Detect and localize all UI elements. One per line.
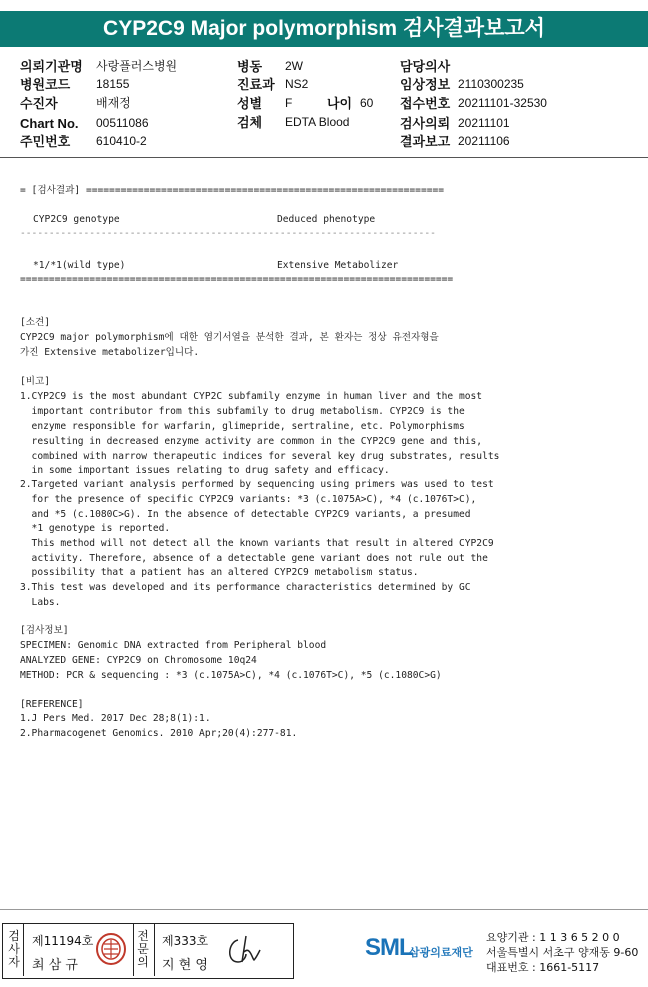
remarks-line: combined with narrow therapeutic indices for several key drug substrates, results: [20, 451, 500, 462]
remarks-line: important contributor from this subfamily to drug metabolism. CYP2C9 is the: [20, 406, 465, 417]
info-label: 성별: [237, 96, 263, 111]
info-value: 20211101: [458, 116, 510, 130]
examiner-number: 제11194호: [32, 934, 94, 948]
info-value: 2110300235: [458, 77, 524, 91]
examiner-label-text: 검사자: [8, 929, 20, 969]
genotype-value: *1/*1(wild type): [33, 260, 126, 271]
info-label: 수진자: [20, 96, 58, 111]
footer-divider: [0, 909, 648, 910]
info-label: 병원코드: [20, 77, 71, 92]
org-address: 서울특별시 서초구 양재동 9-60: [486, 946, 639, 959]
remarks-line: *1 genotype is reported.: [20, 523, 171, 534]
remarks-line: 1.CYP2C9 is the most abundant CYP2C subfamily enzyme in human liver and the most: [20, 391, 483, 402]
phenotype-column-header: Deduced phenotype: [277, 214, 376, 225]
remarks-line: 2.Targeted variant analysis performed by sequencing using primers was used to test: [20, 479, 494, 490]
phenotype-value: Extensive Metabolizer: [277, 260, 399, 271]
report-title: CYP2C9 Major polymorphism 검사결과보고서: [0, 11, 648, 47]
info-label: 담당의사: [400, 59, 451, 74]
info-label: 접수번호: [400, 96, 451, 111]
specialist-label-text: 전문의: [137, 929, 149, 969]
remarks-line: This method will not detect all the known variants that result in altered CYP2C9: [20, 538, 494, 549]
opinion-line: CYP2C9 major polymorphism에 대한 염기서열을 분석한 결과, 본 환자는 정상 유전자형을: [20, 332, 439, 343]
info-label: 검체: [237, 115, 263, 130]
info-value: 610410-2: [96, 134, 147, 148]
sml-logo: [365, 932, 485, 968]
remarks-line: activity. Therefore, absence of a detectable gene variant does not rule out the: [20, 553, 488, 564]
info-value: 20211106: [458, 134, 510, 148]
remarks-line: and *5 (c.1080C>G). In the absence of detectable CYP2C9 variants, a presumed: [20, 509, 471, 520]
hospital-code: 요양기관 : 1 1 3 6 5 2 0 0: [486, 931, 620, 944]
info-value: NS2: [285, 77, 309, 91]
results-header-line: = [검사결과] ==============================================================: [20, 185, 445, 196]
remarks-line: enzyme responsible for warfarin, glimepride, sertraline, etc. Polymorphisms: [20, 421, 465, 432]
info-label: 나이: [327, 96, 353, 111]
info-label: 결과보고: [400, 134, 451, 149]
divider: [0, 157, 648, 158]
reference-line: 2.Pharmacogenet Genomics. 2010 Apr;20(4):277-81.: [20, 728, 298, 739]
info-label: Chart No.: [20, 116, 79, 131]
logo-text: SML: [365, 934, 413, 961]
remarks-line: possibility that a patient has an altered CYP2C9 metabolism status.: [20, 567, 419, 578]
info-value: 00511086: [96, 116, 149, 130]
info-label: 검사의뢰: [400, 116, 451, 131]
test-info-line: SPECIMEN: Genomic DNA extracted from Peripheral blood: [20, 640, 327, 651]
test-info-heading: [검사정보]: [20, 625, 69, 636]
specialist-number: 제333호: [162, 934, 209, 948]
opinion-heading: [소견]: [20, 317, 51, 328]
test-info-line: METHOD: PCR & sequencing : *3 (c.1075A>C), *4 (c.1076T>C), *5 (c.1080C>G): [20, 670, 442, 681]
remarks-heading: [비고]: [20, 376, 51, 387]
genotype-column-header: CYP2C9 genotype: [33, 214, 120, 225]
reference-line: 1.J Pers Med. 2017 Dec 28;8(1):1.: [20, 713, 211, 724]
info-label: 병동: [237, 59, 263, 74]
remarks-line: 3.This test was developed and its performance characteristics determined by GC: [20, 582, 471, 593]
org-name: 삼광의료재단: [409, 946, 473, 959]
reference-heading: [REFERENCE]: [20, 699, 84, 710]
info-value: 2W: [285, 59, 303, 73]
remarks-line: Labs.: [20, 597, 61, 608]
info-label: 주민번호: [20, 134, 71, 149]
opinion-line: 가진 Extensive metabolizer입니다.: [20, 347, 200, 358]
signature-icon: [224, 932, 264, 968]
info-value: EDTA Blood: [285, 115, 350, 129]
info-value: F: [285, 96, 293, 110]
remarks-line: resulting in decreased enzyme activity are common in the CYP2C9 gene and this,: [20, 436, 483, 447]
info-value: 배재정: [96, 96, 131, 110]
examiner-name: 최 삼 규: [32, 958, 78, 973]
info-value: 18155: [96, 77, 130, 91]
remarks-line: in some important issues relating to drug safety and efficacy.: [20, 465, 390, 476]
remarks-line: for the presence of specific CYP2C9 variants: *3 (c.1075A>C), *4 (c.1076T>C),: [20, 494, 477, 505]
footer: [0, 920, 648, 987]
org-phone: 대표번호 : 1661-5117: [486, 961, 600, 974]
test-info-line: ANALYZED GENE: CYP2C9 on Chromosome 10q24: [20, 655, 257, 666]
specialist-name: 지 현 영: [162, 958, 208, 973]
info-label: 임상정보: [400, 77, 451, 92]
info-label: 의뢰기관명: [20, 59, 83, 74]
info-value: 60: [360, 96, 374, 110]
specialist-label: [136, 930, 150, 969]
examiner-label: [7, 930, 21, 969]
seal-icon: [95, 932, 127, 966]
info-value: 사랑플러스병원: [96, 59, 178, 73]
info-label: 진료과: [237, 77, 275, 92]
info-value: 20211101-32530: [458, 96, 547, 110]
results-eq-line: ===========================================================================: [20, 274, 454, 285]
results-dash-line: ------------------------------------------------------------------------: [20, 228, 436, 239]
